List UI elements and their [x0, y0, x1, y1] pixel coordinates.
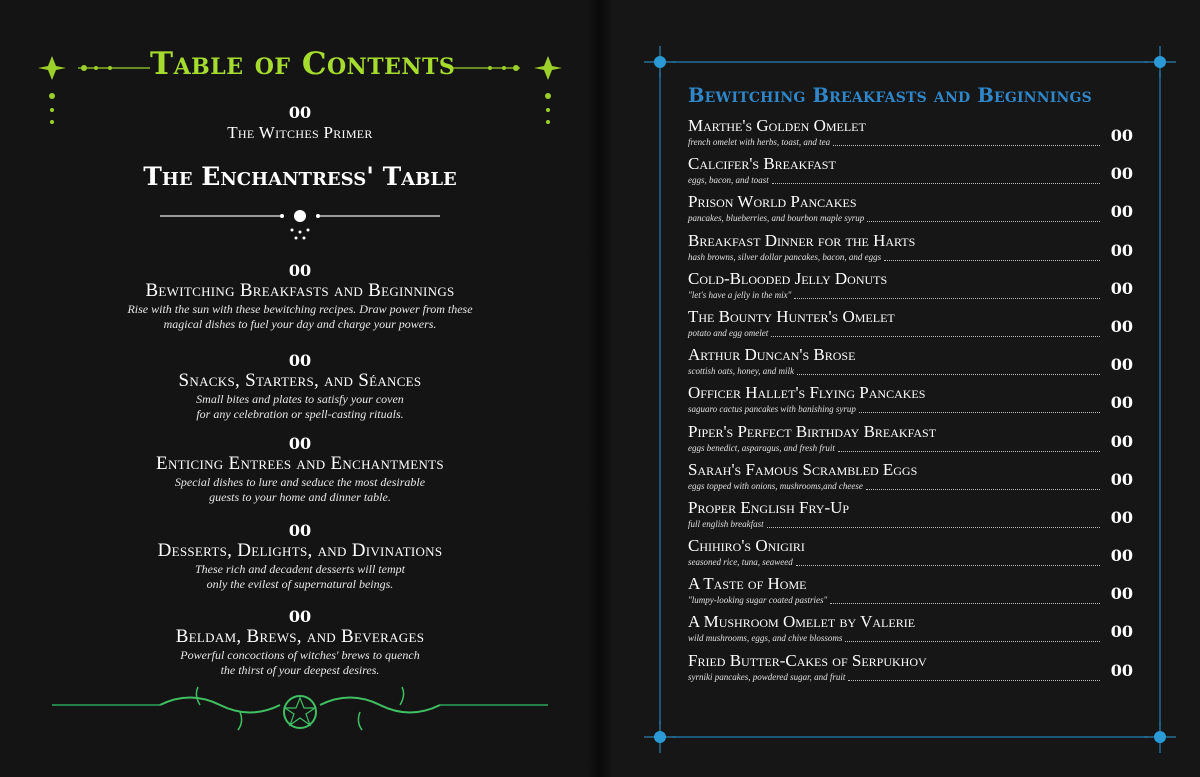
recipe-page-number: 00 [1110, 278, 1133, 298]
recipe-page-number: 00 [1110, 546, 1133, 566]
recipe-description: saguaro cactus pancakes with banishing syrup [688, 404, 856, 415]
recipe-entry[interactable] [688, 231, 1136, 269]
recipe-page-number: 00 [1110, 355, 1133, 375]
recipe-description: wild mushrooms, eggs, and chive blossoms [688, 633, 843, 644]
recipe-title: A Mushroom Omelet by Valerie [688, 612, 916, 632]
dot-leader [859, 412, 1100, 413]
recipe-title: Sarah's Famous Scrambled Eggs [688, 459, 918, 479]
chapter-entry-5[interactable] [110, 608, 490, 678]
dot-leader [771, 336, 1100, 337]
recipe-description: eggs benedict, asparagus, and fresh fruit [688, 442, 835, 453]
recipe-entry[interactable] [688, 498, 1136, 536]
recipe-entry[interactable] [688, 612, 1136, 650]
recipe-title: Officer Hallet's Flying Pancakes [688, 383, 926, 403]
dot-leader [848, 680, 1100, 681]
divider-ornament-icon [160, 204, 440, 244]
recipe-page-number: 00 [1110, 431, 1133, 451]
dot-leader [830, 603, 1100, 604]
chapter-title: Bewitching Breakfasts and Beginnings [145, 280, 455, 301]
recipe-description: full english breakfast [688, 518, 764, 529]
recipe-description: seasoned rice, tuna, seaweed [688, 557, 793, 568]
dot-leader [845, 641, 1100, 642]
primer-title: The Witches Primer [227, 123, 373, 142]
dot-leader [838, 451, 1100, 452]
chapter-page-number: 00 [288, 351, 312, 370]
recipe-entry[interactable] [688, 345, 1136, 383]
chapter-title: Beldam, Brews, and Beverages [175, 626, 425, 647]
dot-leader [797, 374, 1100, 375]
chapter-description: Small bites and plates to satisfy your coven for any celebration or spell-casting rituals. [196, 392, 404, 421]
recipe-entry[interactable] [688, 422, 1136, 460]
recipe-title: The Bounty Hunter's Omelet [688, 306, 895, 326]
recipe-description: french omelet with herbs, toast, and tea [688, 137, 831, 147]
recipe-title: Chihiro's Onigiri [688, 536, 805, 556]
recipe-title: Cold-Blooded Jelly Donuts [688, 268, 888, 288]
recipe-title: Proper English Fry-Up [688, 497, 850, 517]
recipe-title: Breakfast Dinner for the Harts [688, 230, 916, 250]
recipe-page-number: 00 [1110, 240, 1133, 260]
recipe-entry[interactable] [688, 116, 1136, 154]
recipe-entry[interactable] [688, 154, 1136, 192]
recipe-entry[interactable] [688, 574, 1136, 612]
recipe-title: Piper's Perfect Birthday Breakfast [688, 421, 937, 441]
chapter-title: Enticing Entrees and Enchantments [156, 453, 444, 474]
chapter-entry-3[interactable] [110, 435, 490, 505]
recipe-title: Marthe's Golden Omelet [688, 116, 866, 135]
section-heading: The Enchantress' Table [143, 162, 457, 191]
recipe-description: potato and egg omelet [688, 327, 769, 338]
chapter-page-number: 00 [288, 434, 312, 453]
chapter-page-number: 00 [288, 261, 312, 280]
recipe-page-number: 00 [1110, 164, 1133, 184]
recipe-list [688, 116, 1136, 689]
dot-leader [884, 260, 1100, 261]
dot-leader [833, 145, 1100, 146]
recipe-description: "lumpy-looking sugar coated pastries" [688, 595, 828, 606]
recipe-entry[interactable] [688, 383, 1136, 421]
recipe-description: "let's have a jelly in the mix" [688, 289, 792, 300]
dot-leader [794, 298, 1100, 299]
chapter-heading: Bewitching Breakfasts and Beginnings [688, 84, 1092, 107]
chapter-description: Rise with the sun with these bewitching recipes. Draw power from these magical dishes to fuel your day and charge your powers. [127, 302, 473, 331]
recipe-entry[interactable] [688, 192, 1136, 230]
dot-leader [767, 527, 1100, 528]
recipe-entry[interactable] [688, 536, 1136, 574]
chapter-description: These rich and decadent desserts will tempt only the evilest of supernatural beings. [195, 562, 405, 591]
chapter-description: Special dishes to lure and seduce the most desirable guests to your home and dinner table. [174, 475, 426, 504]
recipe-description: eggs topped with onions, mushrooms,and cheese [688, 480, 863, 491]
toc-title: Table of Contents [150, 46, 456, 82]
chapter-entry-1[interactable] [110, 262, 490, 332]
chapter-entry-2[interactable] [110, 352, 490, 422]
primer-entry[interactable] [110, 104, 490, 144]
recipe-page-number: 00 [1110, 469, 1133, 489]
pentagram-vine-icon [160, 687, 440, 730]
recipe-page-number: 00 [1110, 316, 1133, 336]
chapter-page-number: 00 [288, 607, 312, 626]
recipe-description: hash browns, silver dollar pancakes, bacon, and eggs [688, 251, 882, 262]
recipe-page-number: 00 [1110, 393, 1133, 413]
recipe-description: scottish oats, honey, and milk [688, 366, 794, 377]
dot-leader [867, 221, 1100, 222]
recipe-title: Fried Butter-Cakes of Serpukhov [688, 650, 927, 670]
recipe-title: Arthur Duncan's Brose [688, 345, 856, 365]
chapter-entry-4[interactable] [110, 522, 490, 592]
recipe-entry[interactable] [688, 307, 1136, 345]
recipe-page-number: 00 [1110, 584, 1133, 604]
recipe-page-number: 00 [1110, 202, 1133, 222]
chapter-description: Powerful concoctions of witches' brews to quench the thirst of your deepest desires. [180, 648, 420, 677]
dot-leader [796, 565, 1100, 566]
chapter-title: Snacks, Starters, and Séances [178, 370, 422, 391]
recipe-description: syrniki pancakes, powdered sugar, and fruit [688, 671, 846, 682]
recipe-page-number: 00 [1110, 126, 1133, 145]
recipe-description: pancakes, blueberries, and bourbon maple syrup [688, 213, 865, 224]
recipe-description: eggs, bacon, and toast [688, 175, 769, 186]
dot-leader [772, 183, 1100, 184]
recipe-page-number: 00 [1110, 622, 1133, 642]
recipe-entry[interactable] [688, 651, 1136, 689]
recipe-entry[interactable] [688, 460, 1136, 498]
recipe-title: A Taste of Home [688, 574, 807, 594]
primer-page-number: 00 [288, 103, 312, 122]
recipe-title: Calcifer's Breakfast [688, 154, 836, 174]
dot-leader [866, 489, 1100, 490]
recipe-title: Prison World Pancakes [688, 192, 857, 212]
chapter-page-number: 00 [288, 521, 312, 540]
recipe-entry[interactable] [688, 269, 1136, 307]
recipe-page-number: 00 [1110, 507, 1133, 527]
chapter-title: Desserts, Delights, and Divinations [157, 540, 443, 561]
recipe-page-number: 00 [1110, 660, 1133, 680]
